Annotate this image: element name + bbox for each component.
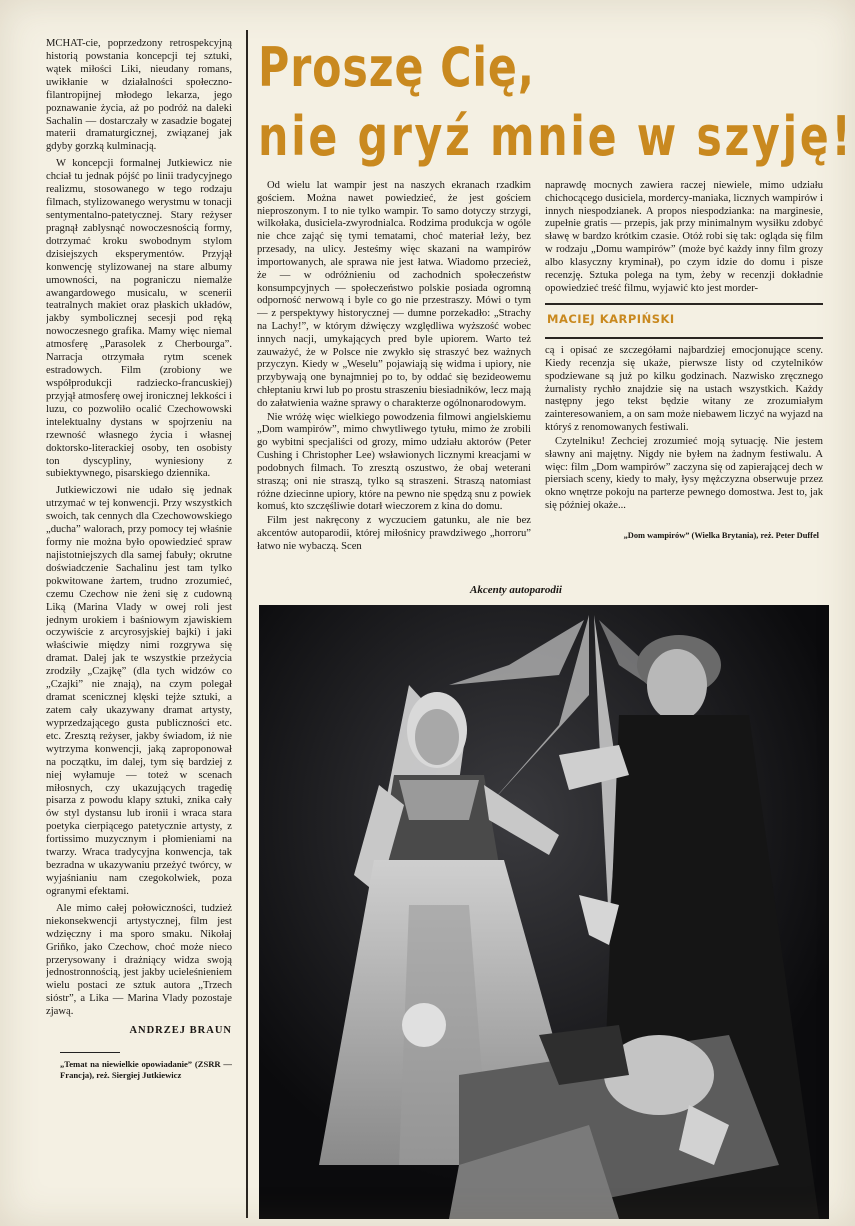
sidebar-author-signature: ANDRZEJ BRAUN xyxy=(129,1025,232,1037)
film-still-photo xyxy=(259,605,829,1219)
headline-line-2: nie gryź mnie w szyję! xyxy=(258,105,854,169)
body-paragraph: naprawdę mocnych zawiera raczej niewiele, mimo udziału chichocącego dusiciela, mordercy-maniaka, licznych wampirów i innych niespodzianek. A propos niespodzianka: na marginesie, zupełnie gratis — przepis, jak przy minimalnym wysiłku zdobyć sławę w bardzo krótkim czasie. Otóż robi się tak: ogląda się film w rodzaju „Domu wampirów” (może być każdy inny film grozy albo klasyczny kryminał), po czym idzie do domu i pisze recenzję. Sztuka polega na tym, żeby w recenzji dokładnie opowiedzieć treść filmu, wyjawić kto jest morder- xyxy=(545,180,823,294)
body-paragraph: Nie wróżę więc wielkiego powodzenia filmowi angielskiemu „Dom wampirów”, mimo chwytliwego tytułu, mimo że zrobili go wybitni specjaliści od grozy, mimo udziału aktorów (Peter Cushing i Christopher Lee) wsławionych licznymi kreacjami w podobnych filmach. To zresztą oszustwo, że obaj weterani straszą; oni nie straszą, tylko są straszeni. Straszą natomiast różne dziecinne upiory, które na pewno nie spędzą snu z powiek komuś, kto szczęśliwie dotarł wieczorem z kina do domu. xyxy=(257,411,531,513)
author-rule-top xyxy=(545,303,823,305)
sidebar-film-credit: „Temat na niewielkie opowiadanie” (ZSRR — Francja), reż. Siergiej Jutkiewicz xyxy=(60,1058,232,1080)
body-paragraph: Film jest nakręcony z wyczuciem gatunku, ale nie bez akcentów autoparodii, której miłośnicy prawdziwego „horroru” łatwo nie wybaczą. Scen xyxy=(257,515,531,552)
sidebar-article xyxy=(46,38,232,1188)
article-headline xyxy=(258,36,854,169)
credit-divider xyxy=(60,1052,120,1053)
sidebar-paragraph: Jutkiewiczowi nie udało się jednak utrzymać w tej konwencji. Przy wszystkich swoich, tak cennych dla Czechowowskiego „ducha” walorach, przy pomocy tej właśnie formy nie można było opowiedzieć spraw najistotniejszych dla samej fabuły; okrutne doświadczenie Sachalinu jest tam tylko pokwitowane żartem, trudno zrozumieć, czemu Czechow nie żeni się z cudowną Liką (Marina Vlady w owej roli jest jednym urokiem i baśniowym zjawiskiem oczywiście z arcyrosyjskiej bajki) i jaki właściwie między nimi rozgrywa się dramat. Dalej jak te wszystkie przeżycia zrodziły „Czajkę” (dla tych widzów co „Czajki” nie znają), na czym polegał dramat scenicznej klęski tejże sztuki, a zatem cały ukazywany dramat artysty, wyprzedzającego gusta publiczności etc. etc. Zresztą reżyser, jakby świadom, iż nie wytrzyma konwencji, jaką zaproponował na początku, im dalej, tym się bardziej z niej wyłamuje — toteż w scenach miłosnych, czy ukazujących tragedię pisarza z powodu klapy sztuki, znika cały ów styl dystansu lub ironii i wraca stara poetyka cierpiącego patetycznie artysty, z fortissimo muzycznym i płomieniami na twarzy. Wraca tradycyjna konwencja, tak bezradna w ukazywaniu przeżyć twórcy, w wyjaśnianiu nam czegokolwiek, poza ogranymi efektami. xyxy=(46,485,232,897)
sidebar-paragraph: W koncepcji formalnej Jutkiewicz nie chciał tu jednak pójść po linii tradycyjnego realizmu, stosowanego w tego rodzaju filmach, stylizowanego werystmu w tonacji sentymentalno-patetycznej. Stary reżyser pragnął zablysnąć nowoczesnością formy, dotrzymać kroku swobodnym stylom dzisiejszych eksperymentów. Przyjął konwencję stylizowanej na stare albumy umowności, na pograniczu niemalże awangardowego musicalu, w scenerii teatralnych makiet oraz płaskich układów, jakby symbolicznej secesji pod ręką nowoczesnego grafika. Mamy więc niemal atmosferę „Parasolek z Cherbourga”. Narracja otrzymała rytm scenek estradowych. Film (zrobiony we współprodukcji radziecko-francuskiej) przyjął atmosferę owej ironicznej lekkości i luzu, co pozwoliło ocalić Czechowowski intelektualny dystans w spojrzeniu na rzewność własnego życia i własnej doktorsko-literackiej osoby, ten osobisty ton dyscypliny, wyniesiony z subiektywnego, pisarskiego dziennika. xyxy=(46,158,232,480)
article-film-credit: „Dom wampirów” (Wielka Brytania), reż. Peter Duffel xyxy=(623,530,819,540)
author-rule-bottom xyxy=(545,337,823,339)
body-paragraph: cą i opisać ze szczegółami najbardziej emocjonujące sceny. Kiedy recenzja się ukaże, pierwsze listy od czytelników spodziewane są już po kilku godzinach. Nazwisko zręcznego żurnalisty rychło znajdzie się na ustach wszystkich. Każdy następny jego tekst będzie witany ze zrozumiałym zainteresowaniem, a on sam może niebawem liczyć na wyjazd na któryś z renomowanych festiwali. xyxy=(545,345,823,434)
body-paragraph: Czytelniku! Zechciej zrozumieć moją sytuację. Nie jestem sławny ani majętny. Nigdy nie byłem na żadnym festiwalu. A więc: film „Dom wampirów” zaczyna się od zapierającej dech w piersiach sceny, kiedy to mały, łysy mężczyzna obserwuje przez okno wnętrze pokoju na parterze pewnego domostwa. Jest to, jak się później okaże... xyxy=(545,435,823,511)
film-still-illustration xyxy=(259,605,829,1219)
article-column-middle xyxy=(257,180,531,575)
column-divider xyxy=(246,30,248,1218)
article-author: MACIEJ KARPIŃSKI xyxy=(547,312,675,327)
headline-line-1: Proszę Cię, xyxy=(258,36,535,99)
photo-caption: Akcenty autoparodii xyxy=(470,584,562,596)
body-paragraph: Od wielu lat wampir jest na naszych ekranach rzadkim gościem. Można nawet powiedzieć, że jest gościem nieproszonym. I to nie tylko wampir. To samo dotyczy strzygi, wilkołaka, dusiciela-zwyrodnialca. Rodzima produkcja w ogóle nie chce zająć się tymi tematami, choć materiał leży, bez przesady, na ulicy. Jesteśmy więc skazani na wampirów importowanych, ale sprawa nie jest łatwa. Wiadomo przecież, że — w odróżnieniu od zachodnich społeczeństw konsumpcyjnych — społeczeństwo polskie posiada ogromną odporność nerwową i byle co go nie przestraszy. Mówi o tym — z perspektywy historycznej — dumne porzekadło: „Strachy na Lachy!”, w którym dźwięczy względliwa wyższość wobec innych nacji, umykających pred byle upiorem. Warto też zauważyć, że w Polsce nie zwykło się straszyć bez ważnych przyczyn. Kiedy w „Weselu” pojawiają się widma i upiory, nie przybywają one bynajmniej po to, by oddać się bezideowemu chłeptaniu krwi lub po prostu straszeniu biesiadników, lecz mają do załatwienia ważne sprawy o charakterze ogólnonarodowym. xyxy=(257,180,531,409)
article-column-right xyxy=(545,180,823,541)
sidebar-paragraph: Ale mimo całej połowiczności, tudzież niekonsekwencji artystycznej, film jest wdzięczny i ma sporo smaku. Nikołaj Griňko, jako Czechow, choć może nieco przerysowany i drażniący widza swoją jednostronnością, jest jakby ucieleśnieniem wielu postaci ze sztuk autora „Trzech sióstr”, a Lika — Marina Vlady pozostaje zjawą. xyxy=(46,902,232,1018)
sidebar-paragraph: MCHAT-cie, poprzedzony retrospekcyjną historią powstania koncepcji tej sztuki, wątek miłości Liki, nieudany romans, uwikłanie w działalności społeczno-filantropijnej młodego lekarza, jego poznawanie życia, aż po podróż na daleki Sachalin — dostarczały w zasadzie bogatej materii dramaturgicznej, związanej jak gdyby gorzką kulminacją. xyxy=(46,38,232,153)
